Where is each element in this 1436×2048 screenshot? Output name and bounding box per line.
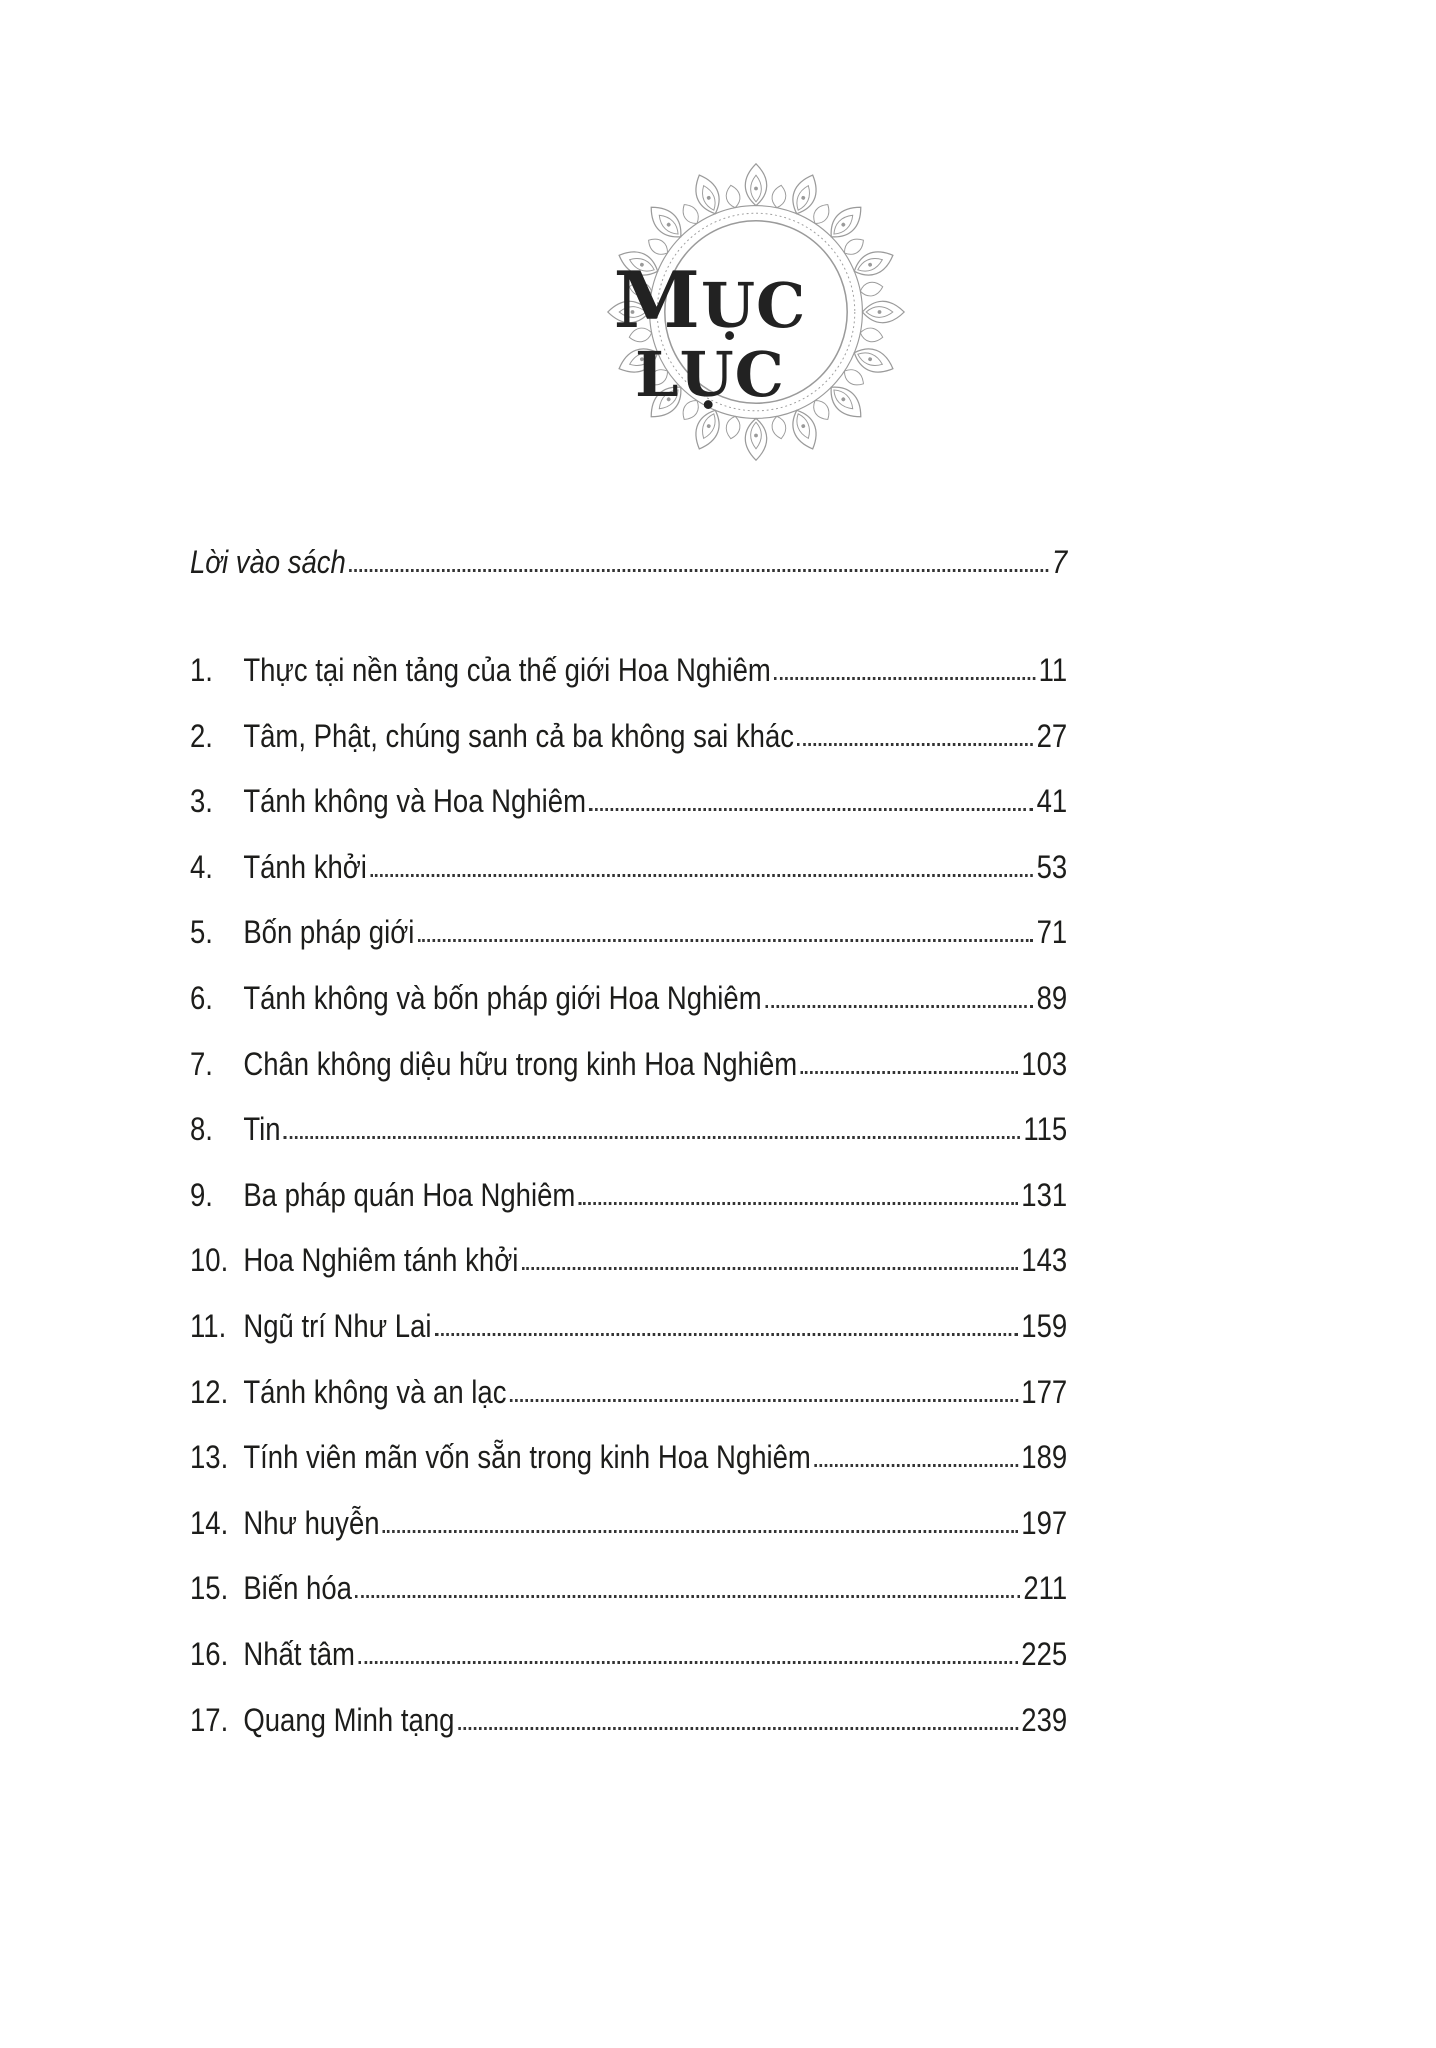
toc-entry-title: Tánh không và Hoa Nghiêm [243, 783, 586, 820]
toc-entry-title: Lời vào sách [190, 544, 346, 580]
dot-leader [349, 569, 1048, 572]
dot-leader [458, 1727, 1018, 1730]
toc-entry-chapter[interactable] [190, 1030, 1067, 1080]
toc-entry-title: Tánh không và bốn pháp giới Hoa Nghiêm [243, 980, 762, 1016]
mandala-leaf [724, 415, 742, 440]
toc-entry-number: 9. [190, 1176, 213, 1213]
toc-entry-title: Như huyễn [243, 1504, 380, 1541]
toc-entry-number: 16. [190, 1636, 229, 1672]
toc-entry-page: 239 [1021, 1701, 1068, 1738]
dot-leader [814, 1464, 1018, 1467]
toc-entry-page: 89 [1036, 980, 1068, 1016]
toc-entry-title: Biến hóa [243, 1570, 352, 1607]
toc-entry-page: 177 [1021, 1373, 1068, 1410]
toc-entry-chapter[interactable] [190, 1554, 1068, 1607]
mandala-leaf [770, 184, 788, 209]
page-title-rest: ỤC LỤC [634, 269, 807, 411]
mandala-petal [862, 301, 904, 322]
toc-entry-page: 27 [1036, 717, 1068, 754]
toc-entry-title: Tánh không và an lạc [243, 1373, 507, 1410]
dot-leader [774, 677, 1035, 680]
toc-entry-title: Thực tại nền tảng của thế giới Hoa Nghiêm [243, 652, 771, 688]
toc-entry-number: 1. [190, 652, 213, 688]
toc-entry-page: 53 [1036, 848, 1068, 885]
toc-entry-chapter[interactable] [190, 1489, 1067, 1539]
toc-entry-number: 11. [190, 1308, 227, 1344]
toc-entry-title: Ba pháp quán Hoa Nghiêm [243, 1176, 576, 1213]
toc-entry-title: Ngũ trí Như Lai [243, 1308, 432, 1344]
toc-entry-chapter[interactable] [190, 702, 1067, 752]
dot-leader [579, 1202, 1018, 1205]
toc-entry-chapter[interactable] [190, 1292, 1067, 1342]
toc-entry-page: 211 [1023, 1570, 1068, 1607]
toc-entry-number: 7. [190, 1045, 213, 1082]
mandala-leaf [770, 415, 788, 440]
toc-entry-page: 7 [1051, 544, 1068, 580]
toc-entry-chapter[interactable] [190, 636, 1067, 686]
toc-entry-title: Quang Minh tạng [243, 1701, 455, 1738]
dot-leader [765, 1005, 1033, 1008]
toc-entry-number: 17. [190, 1701, 229, 1738]
dot-leader [284, 1136, 1020, 1139]
dot-leader [358, 1661, 1017, 1664]
toc-entry-title: Tánh khởi [243, 848, 367, 885]
mandala-leaf [859, 280, 884, 298]
toc-entry-number: 8. [190, 1111, 213, 1148]
toc-entry-number: 5. [190, 914, 213, 951]
toc-entry-page: 11 [1038, 652, 1068, 688]
toc-entry-title: Tin [243, 1111, 281, 1148]
mandala-petal [824, 200, 869, 245]
mandala-leaf [679, 201, 703, 227]
toc-entry-chapter[interactable] [190, 1686, 1067, 1736]
toc-entry-chapter[interactable] [190, 833, 1067, 883]
mandala-leaf [809, 201, 833, 227]
toc-entry-page: 115 [1023, 1111, 1068, 1148]
toc-entry-title: Tính viên mãn vốn sẵn trong kinh Hoa Nghiêm [243, 1439, 811, 1476]
toc-entry-title: Nhất tâm [243, 1636, 355, 1672]
mandala-petal [745, 164, 766, 206]
mandala-petal [787, 406, 823, 453]
dot-leader [522, 1267, 1018, 1270]
toc-entry-number: 4. [190, 848, 213, 885]
toc-entry-chapter[interactable] [190, 1226, 1068, 1279]
toc-entry-number: 3. [190, 783, 213, 820]
toc-entry-number: 12. [190, 1373, 229, 1410]
dot-leader [801, 1071, 1018, 1074]
toc-entry-number: 10. [190, 1242, 229, 1279]
toc-entry-page: 143 [1021, 1242, 1068, 1279]
toc-entry-page: 71 [1036, 914, 1068, 951]
page-title [560, 255, 860, 411]
toc-entry-chapter[interactable] [190, 1620, 1067, 1670]
dot-leader [370, 874, 1033, 877]
toc-entry-number: 14. [190, 1504, 229, 1541]
mandala-petal [745, 418, 766, 460]
toc-entry-title: Hoa Nghiêm tánh khởi [243, 1242, 519, 1279]
dot-leader [435, 1333, 1018, 1336]
dot-leader [355, 1595, 1019, 1598]
toc-entry-number: 2. [190, 717, 213, 754]
mandala-petal [689, 171, 725, 218]
mandala-leaf [724, 184, 742, 209]
dot-leader [418, 939, 1033, 942]
toc-entry-title: Tâm, Phật, chúng sanh cả ba không sai khác [243, 717, 795, 754]
toc-entry-title: Chân không diệu hữu trong kinh Hoa Nghiêm [243, 1045, 798, 1082]
toc-entry-page: 225 [1021, 1636, 1068, 1672]
toc-entry-chapter[interactable] [190, 1358, 1067, 1408]
toc-entry-number: 6. [190, 980, 213, 1016]
mandala-petal [644, 200, 689, 245]
toc-entry-page: 197 [1021, 1504, 1068, 1541]
mandala-petal [689, 406, 725, 453]
mandala-leaf [841, 235, 867, 259]
mandala-petal [787, 171, 823, 218]
toc-entry-chapter[interactable] [190, 898, 1068, 951]
toc-entry-page: 131 [1021, 1176, 1068, 1213]
toc-entry-page: 159 [1021, 1308, 1068, 1344]
toc-entry-page: 41 [1036, 783, 1068, 820]
dot-leader [510, 1399, 1018, 1402]
toc-entry-number: 15. [190, 1570, 229, 1607]
dot-leader [797, 743, 1033, 746]
dot-leader [383, 1530, 1018, 1533]
toc-entry-chapter[interactable] [190, 767, 1068, 820]
page-title-initial: M [613, 255, 701, 346]
toc-entry-page: 189 [1021, 1439, 1068, 1476]
toc-entry-chapter[interactable] [190, 964, 1067, 1014]
toc-entry-chapter[interactable] [190, 1161, 1067, 1211]
mandala-leaf [859, 326, 884, 344]
toc-entry-title: Bốn pháp giới [243, 914, 415, 951]
toc-entry-preface[interactable] [190, 528, 1067, 578]
toc-entry-page: 103 [1021, 1045, 1068, 1082]
toc-entry-chapter[interactable] [190, 1095, 1068, 1148]
toc-entry-chapter[interactable] [190, 1423, 1068, 1476]
toc-entry-number: 13. [190, 1439, 229, 1476]
dot-leader [589, 808, 1033, 811]
